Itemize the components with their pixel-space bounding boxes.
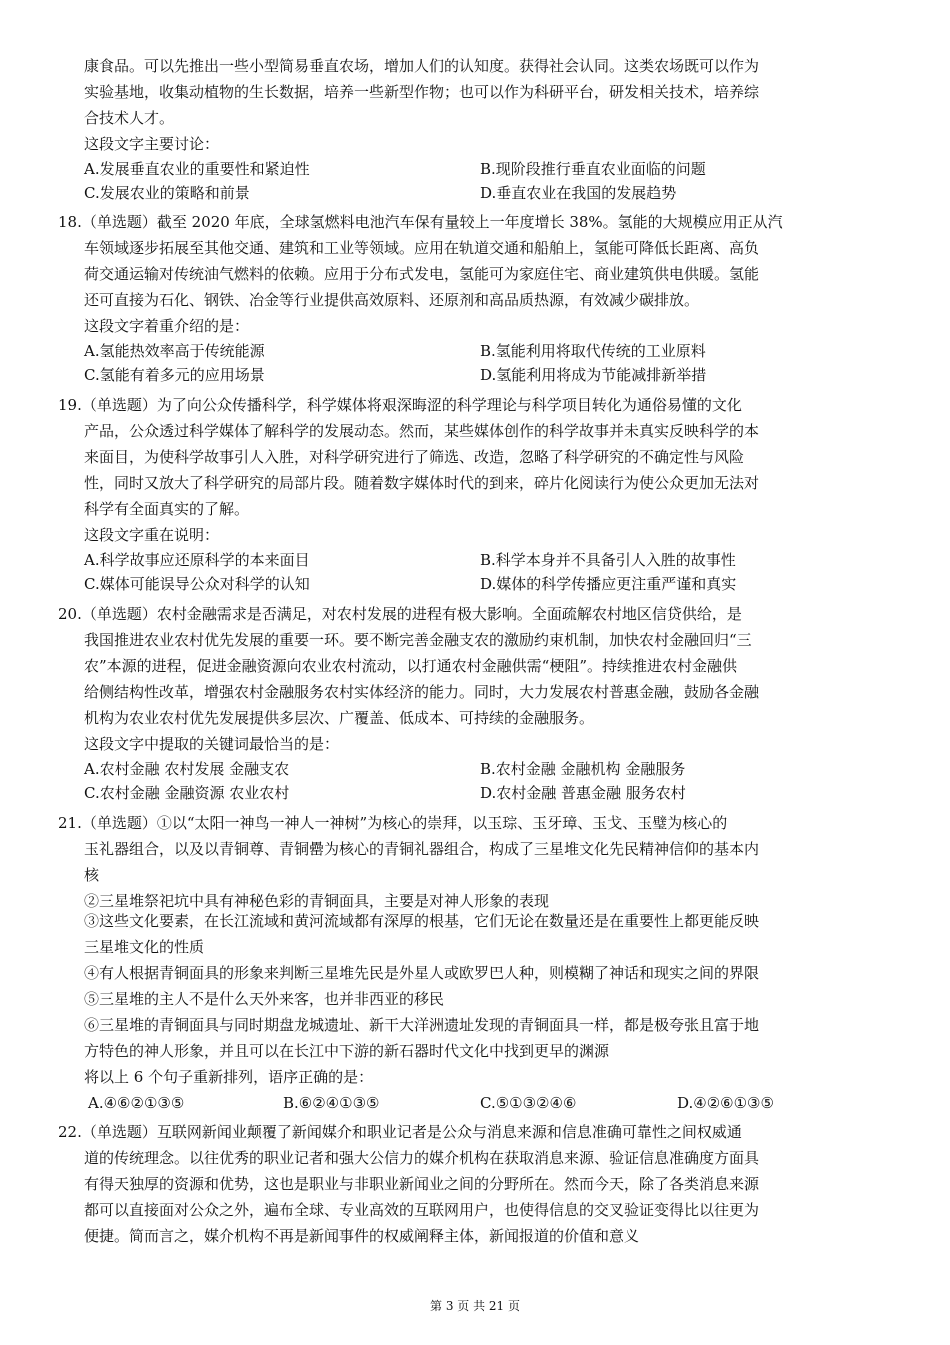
paragraph-line: 玉礼器组合，以及以青铜尊、青铜罍为核心的青铜礼器组合，构成了三星堆文化先民精神信仰的基本内 bbox=[84, 840, 760, 858]
option-c: C.氢能有着多元的应用场景 bbox=[84, 366, 265, 384]
question-19-line: 19.（单选题）为了向公众传播科学，科学媒体将艰深晦涩的科学理论与科学项目转化为通俗易懂的文化 bbox=[58, 396, 742, 414]
option-d: D.氢能利用将成为节能减排新举措 bbox=[480, 366, 707, 384]
option-c: C.媒体可能误导公众对科学的认知 bbox=[84, 575, 310, 593]
sentence-3: ③这些文化要素，在长江流域和黄河流域都有深厚的根基，它们无论在数量还是在重要性上都更能反映 bbox=[84, 912, 760, 930]
paragraph-line: 有得天独厚的资源和优势，这也是职业与非职业新闻业之间的分野所在。然而今天，除了各类消息来源 bbox=[84, 1175, 760, 1193]
paragraph-line: 车领域逐步拓展至其他交通、建筑和工业等领域。应用在轨道交通和船舶上，氢能可降低长距离、高负 bbox=[84, 239, 760, 257]
paragraph-line: 康食品。可以先推出一些小型简易垂直农场，增加人们的认知度。获得社会认同。这类农场既可以作为 bbox=[84, 57, 760, 75]
option-a: A.④⑥②①③⑤ bbox=[88, 1094, 185, 1112]
option-b: B.科学本身并不具备引人入胜的故事性 bbox=[480, 551, 736, 569]
question-prompt: 这段文字主要讨论： bbox=[84, 135, 220, 153]
paragraph-line: 农”本源的进程，促进金融资源向农业农村流动，以打通农村金融供需“梗阻”。持续推进农村金融供 bbox=[84, 657, 738, 675]
paragraph-line: 还可直接为石化、钢铁、冶金等行业提供高效原料、还原剂和高品质热源，有效减少碳排放。 bbox=[84, 291, 700, 309]
sentence-2: ②三星堆祭祀坑中具有神秘色彩的青铜面具，主要是对神人形象的表现 bbox=[84, 892, 550, 910]
paragraph-line: 荷交通运输对传统油气燃料的依赖。应用于分布式发电，氢能可为家庭住宅、商业建筑供电供暖。氢能 bbox=[84, 265, 760, 283]
option-c: C.⑤①③②④⑥ bbox=[480, 1094, 577, 1112]
option-d: D.垂直农业在我国的发展趋势 bbox=[480, 184, 677, 202]
question-18-line: 18.（单选题）截至 2020 年底，全球氢燃料电池汽车保有量较上一年度增长 38%。氢能的大规模应用正从汽 bbox=[58, 213, 783, 231]
question-prompt: 将以上 6 个句子重新排列，语序正确的是： bbox=[84, 1068, 374, 1086]
paragraph-line: 合技术人才。 bbox=[84, 109, 175, 127]
option-a: A.氢能热效率高于传统能源 bbox=[84, 342, 265, 360]
option-b: B.氢能利用将取代传统的工业原料 bbox=[480, 342, 706, 360]
question-prompt: 这段文字中提取的关键词最恰当的是： bbox=[84, 735, 340, 753]
paragraph-line: 核 bbox=[84, 866, 100, 884]
sentence-5: ⑤三星堆的主人不是什么天外来客，也并非西亚的移民 bbox=[84, 990, 445, 1008]
paragraph-line: 产品，公众透过科学媒体了解科学的发展动态。然而，某些媒体创作的科学故事并未真实反映科学的本 bbox=[84, 422, 760, 440]
paragraph-line: 都可以直接面对公众之外，遍布全球、专业高效的互联网用户，也使得信息的交叉验证变得比以往更为 bbox=[84, 1201, 760, 1219]
question-prompt: 这段文字着重介绍的是： bbox=[84, 317, 250, 335]
paragraph-line: 便捷。简而言之，媒介机构不再是新闻事件的权威阐释主体，新闻报道的价值和意义 bbox=[84, 1227, 640, 1245]
paragraph-line: 科学有全面真实的了解。 bbox=[84, 500, 250, 518]
sentence-6: ⑥三星堆的青铜面具与同时期盘龙城遗址、新干大洋洲遗址发现的青铜面具一样，都是极夸张且富于地 bbox=[84, 1016, 760, 1034]
paragraph-line: 性，同时又放大了科学研究的局部片段。随着数字媒体时代的到来，碎片化阅读行为使公众更加无法对 bbox=[84, 474, 760, 492]
paragraph-line: 道的传统理念。以往优秀的职业记者和强大公信力的媒介机构在获取消息来源、验证信息准确度方面具 bbox=[84, 1149, 760, 1167]
option-a: A.发展垂直农业的重要性和紧迫性 bbox=[84, 160, 310, 178]
page-number-footer: 第 3 页 共 21 页 bbox=[430, 1299, 520, 1313]
question-21-line: 21.（单选题）①以“太阳一神鸟一神人一神树”为核心的崇拜，以玉琮、玉牙璋、玉戈、玉璧为核心的 bbox=[58, 814, 728, 832]
option-a: A.科学故事应还原科学的本来面目 bbox=[84, 551, 310, 569]
paragraph-line: 实验基地，收集动植物的生长数据，培养一些新型作物；也可以作为科研平台，研发相关技术，培养综 bbox=[84, 83, 760, 101]
option-d: D.农村金融 普惠金融 服务农村 bbox=[480, 784, 686, 802]
paragraph-line: 机构为农业农村优先发展提供多层次、广覆盖、低成本、可持续的金融服务。 bbox=[84, 709, 595, 727]
option-d: D.④②⑥①③⑤ bbox=[677, 1094, 774, 1112]
paragraph-line: 方特色的神人形象，并且可以在长江中下游的新石器时代文化中找到更早的渊源 bbox=[84, 1042, 610, 1060]
paragraph-line: 三星堆文化的性质 bbox=[84, 938, 205, 956]
option-d: D.媒体的科学传播应更注重严谨和真实 bbox=[480, 575, 737, 593]
paragraph-line: 给侧结构性改革，增强农村金融服务农村实体经济的能力。同时，大力发展农村普惠金融，鼓励各金融 bbox=[84, 683, 760, 701]
question-20-line: 20.（单选题）农村金融需求是否满足，对农村发展的进程有极大影响。全面疏解农村地区信贷供给，是 bbox=[58, 605, 742, 623]
option-c: C.农村金融 金融资源 农业农村 bbox=[84, 784, 290, 802]
sentence-4: ④有人根据青铜面具的形象来判断三星堆先民是外星人或欧罗巴人种，则模糊了神话和现实之间的界限 bbox=[84, 964, 760, 982]
question-prompt: 这段文字重在说明： bbox=[84, 526, 220, 544]
paragraph-line: 我国推进农业农村优先发展的重要一环。要不断完善金融支农的激励约束机制，加快农村金融回归“三 bbox=[84, 631, 752, 649]
option-b: B.⑥②④①③⑤ bbox=[283, 1094, 380, 1112]
paragraph-line: 来面目，为使科学故事引人入胜，对科学研究进行了筛选、改造，忽略了科学研究的不确定性与风险 bbox=[84, 448, 745, 466]
option-a: A.农村金融 农村发展 金融支农 bbox=[84, 760, 290, 778]
question-22-line: 22.（单选题）互联网新闻业颠覆了新闻媒介和职业记者是公众与消息来源和信息准确可靠性之间权威通 bbox=[58, 1123, 742, 1141]
option-b: B.农村金融 金融机构 金融服务 bbox=[480, 760, 686, 778]
option-b: B.现阶段推行垂直农业面临的问题 bbox=[480, 160, 706, 178]
option-c: C.发展农业的策略和前景 bbox=[84, 184, 250, 202]
